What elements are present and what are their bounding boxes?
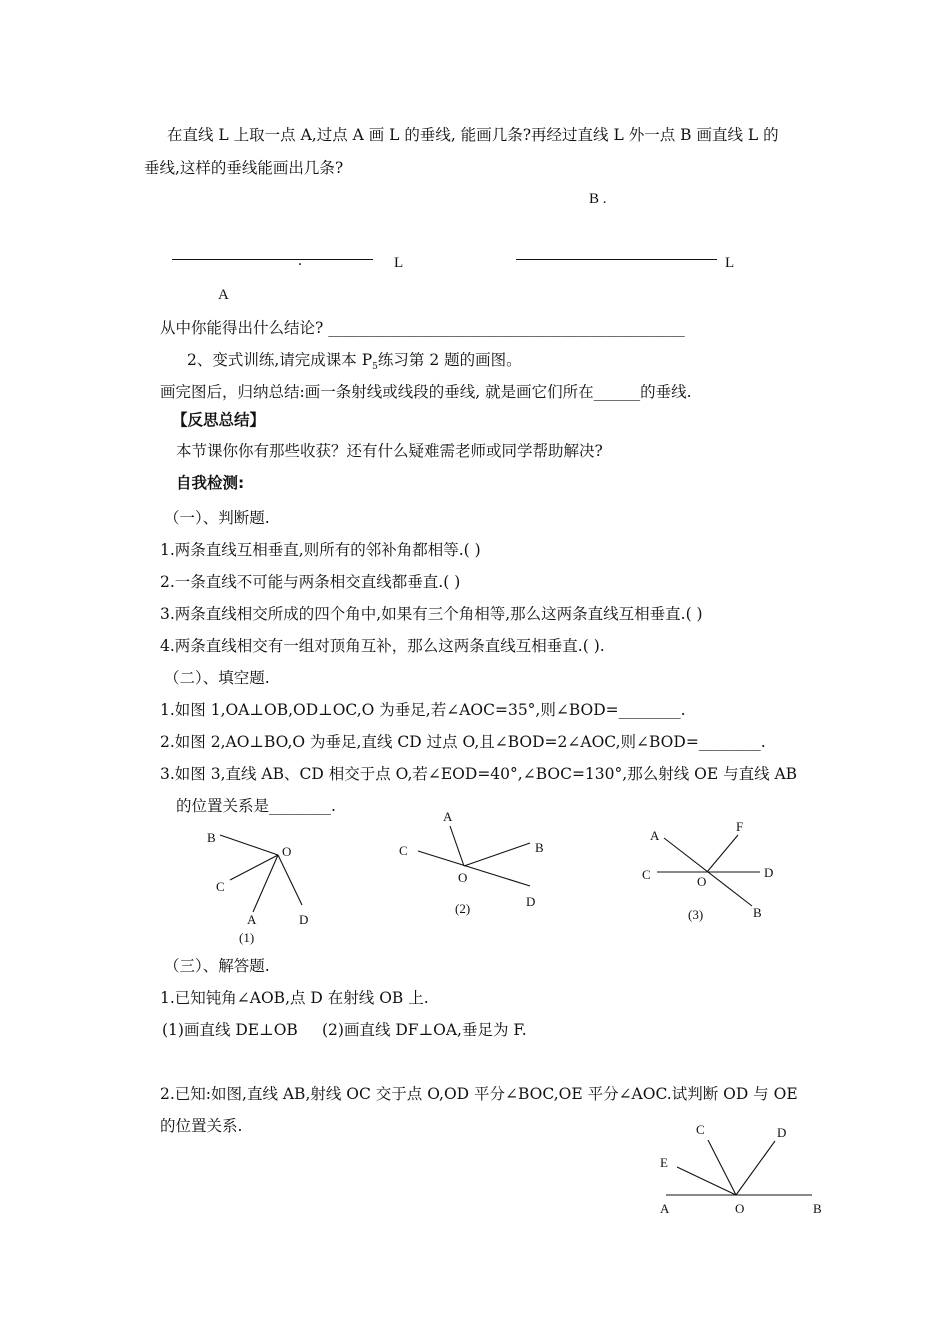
- fig3-caption: (3): [688, 907, 704, 922]
- fig1-label-d: D: [299, 912, 309, 927]
- sec3-q1-part1: (1)画直线 DE⊥OB: [162, 1021, 298, 1039]
- fig2-caption: (2): [455, 901, 471, 916]
- fig3-label-o: O: [697, 874, 707, 889]
- selfcheck-title: 自我检测:: [176, 474, 245, 492]
- fig2-label-d: D: [526, 894, 536, 909]
- sec2-title: （二）、填空题.: [164, 669, 270, 687]
- fig1-label-b: B: [207, 830, 216, 845]
- fig4-ray-od: [736, 1141, 775, 1195]
- fig1-label-c: C: [216, 879, 225, 894]
- fig2-label-c: C: [399, 843, 408, 858]
- point-b-label: B .: [589, 191, 607, 207]
- intro-line-1: 在直线 L 上取一点 A,过点 A 画 L 的垂线, 能画几条?再经过直线 L 外一点 B 画直线 L 的: [167, 126, 779, 144]
- fig3-label-b: B: [753, 905, 762, 920]
- intro-line-2: 垂线,这样的垂线能画出几条?: [144, 159, 344, 177]
- sec2-item-1: 1.如图 1,OA⊥OB,OD⊥OC,O 为垂足,若∠AOC=35°,则∠BOD=________.: [160, 701, 686, 719]
- sec1-item-4: 4.两条直线相交有一组对顶角互补，那么这两条直线互相垂直.( ).: [160, 637, 605, 655]
- sec1-title: （一）、判断题.: [164, 509, 270, 527]
- sec2-item-2: 2.如图 2,AO⊥BO,O 为垂足,直线 CD 过点 O,且∠BOD=2∠AOC,则∠BOD=________.: [160, 733, 766, 751]
- sec1-item-1: 1.两条直线互相垂直,则所有的邻补角都相等.( ): [160, 541, 481, 559]
- fig4-label-a: A: [660, 1201, 670, 1216]
- fig2-label-a: A: [443, 809, 453, 824]
- reflection-title: 【反思总结】: [172, 411, 266, 429]
- sec3-q1-part2: (2)画直线 DF⊥OA,垂足为 F.: [322, 1021, 527, 1039]
- fig4-label-b: B: [813, 1201, 822, 1216]
- item-2-text-a: 2、变式训练,请完成课本 P: [187, 351, 373, 369]
- reflection-question: 本节课你你有那些收获？还有什么疑难需老师或同学帮助解决?: [176, 442, 603, 460]
- sec1-item-3: 3.两条直线相交所成的四个角中,如果有三个角相等,那么这两条直线互相垂直.( ): [160, 605, 703, 623]
- fig3-label-f: F: [736, 819, 744, 834]
- fig1-label-a: A: [247, 912, 257, 927]
- fig1-caption: (1): [239, 930, 255, 945]
- sec2-item-3: 3.如图 3,直线 AB、CD 相交于点 O,若∠EOD=40°,∠BOC=130°,那么射线 OE 与直线 AB: [160, 765, 798, 783]
- sec3-q1-line1: 1.已知钝角∠AOB,点 D 在射线 OB 上.: [160, 989, 429, 1007]
- fig4-ray-oc: [708, 1140, 736, 1195]
- fig4-label-c: C: [696, 1122, 705, 1137]
- fig3-label-a: A: [650, 828, 660, 843]
- fig4-label-d: D: [777, 1125, 787, 1140]
- fig1-label-o: O: [282, 844, 292, 859]
- line-l-left-label: L: [394, 255, 404, 271]
- sec3-q2-line1: 2.已知:如图,直线 AB,射线 OC 交于点 O,OD 平分∠BOC,OE 平分∠AOC.试判断 OD 与 OE: [160, 1085, 798, 1103]
- point-a-dot: .: [298, 252, 302, 269]
- fig2-label-b: B: [535, 840, 544, 855]
- fig3-label-c: C: [642, 867, 651, 882]
- line-l-right-label: L: [725, 255, 735, 271]
- fig4-ray-oe: [677, 1167, 736, 1195]
- sec1-item-2: 2.一条直线不可能与两条相交直线都垂直.( ): [160, 573, 461, 591]
- item-2-text-b: 练习第 2 题的画图。: [377, 351, 522, 369]
- sec3-title: （三）、解答题.: [164, 957, 270, 975]
- point-a-label: A: [218, 287, 229, 303]
- fig3-label-d: D: [764, 865, 774, 880]
- item-2-subscript: 5: [372, 362, 378, 373]
- sec3-q2-line2: 的位置关系.: [160, 1117, 243, 1135]
- fig2-label-o: O: [458, 870, 468, 885]
- fig4-label-o: O: [735, 1201, 745, 1216]
- sec2-item-3-cont: 的位置关系是________.: [176, 797, 336, 815]
- conclusion-question: 从中你能得出什么结论? ______________________________________________: [160, 319, 685, 337]
- fig4-label-e: E: [660, 1155, 668, 1170]
- summary-text: 画完图后，归纳总结:画一条射线或线段的垂线, 就是画它们所在______的垂线.: [160, 383, 692, 401]
